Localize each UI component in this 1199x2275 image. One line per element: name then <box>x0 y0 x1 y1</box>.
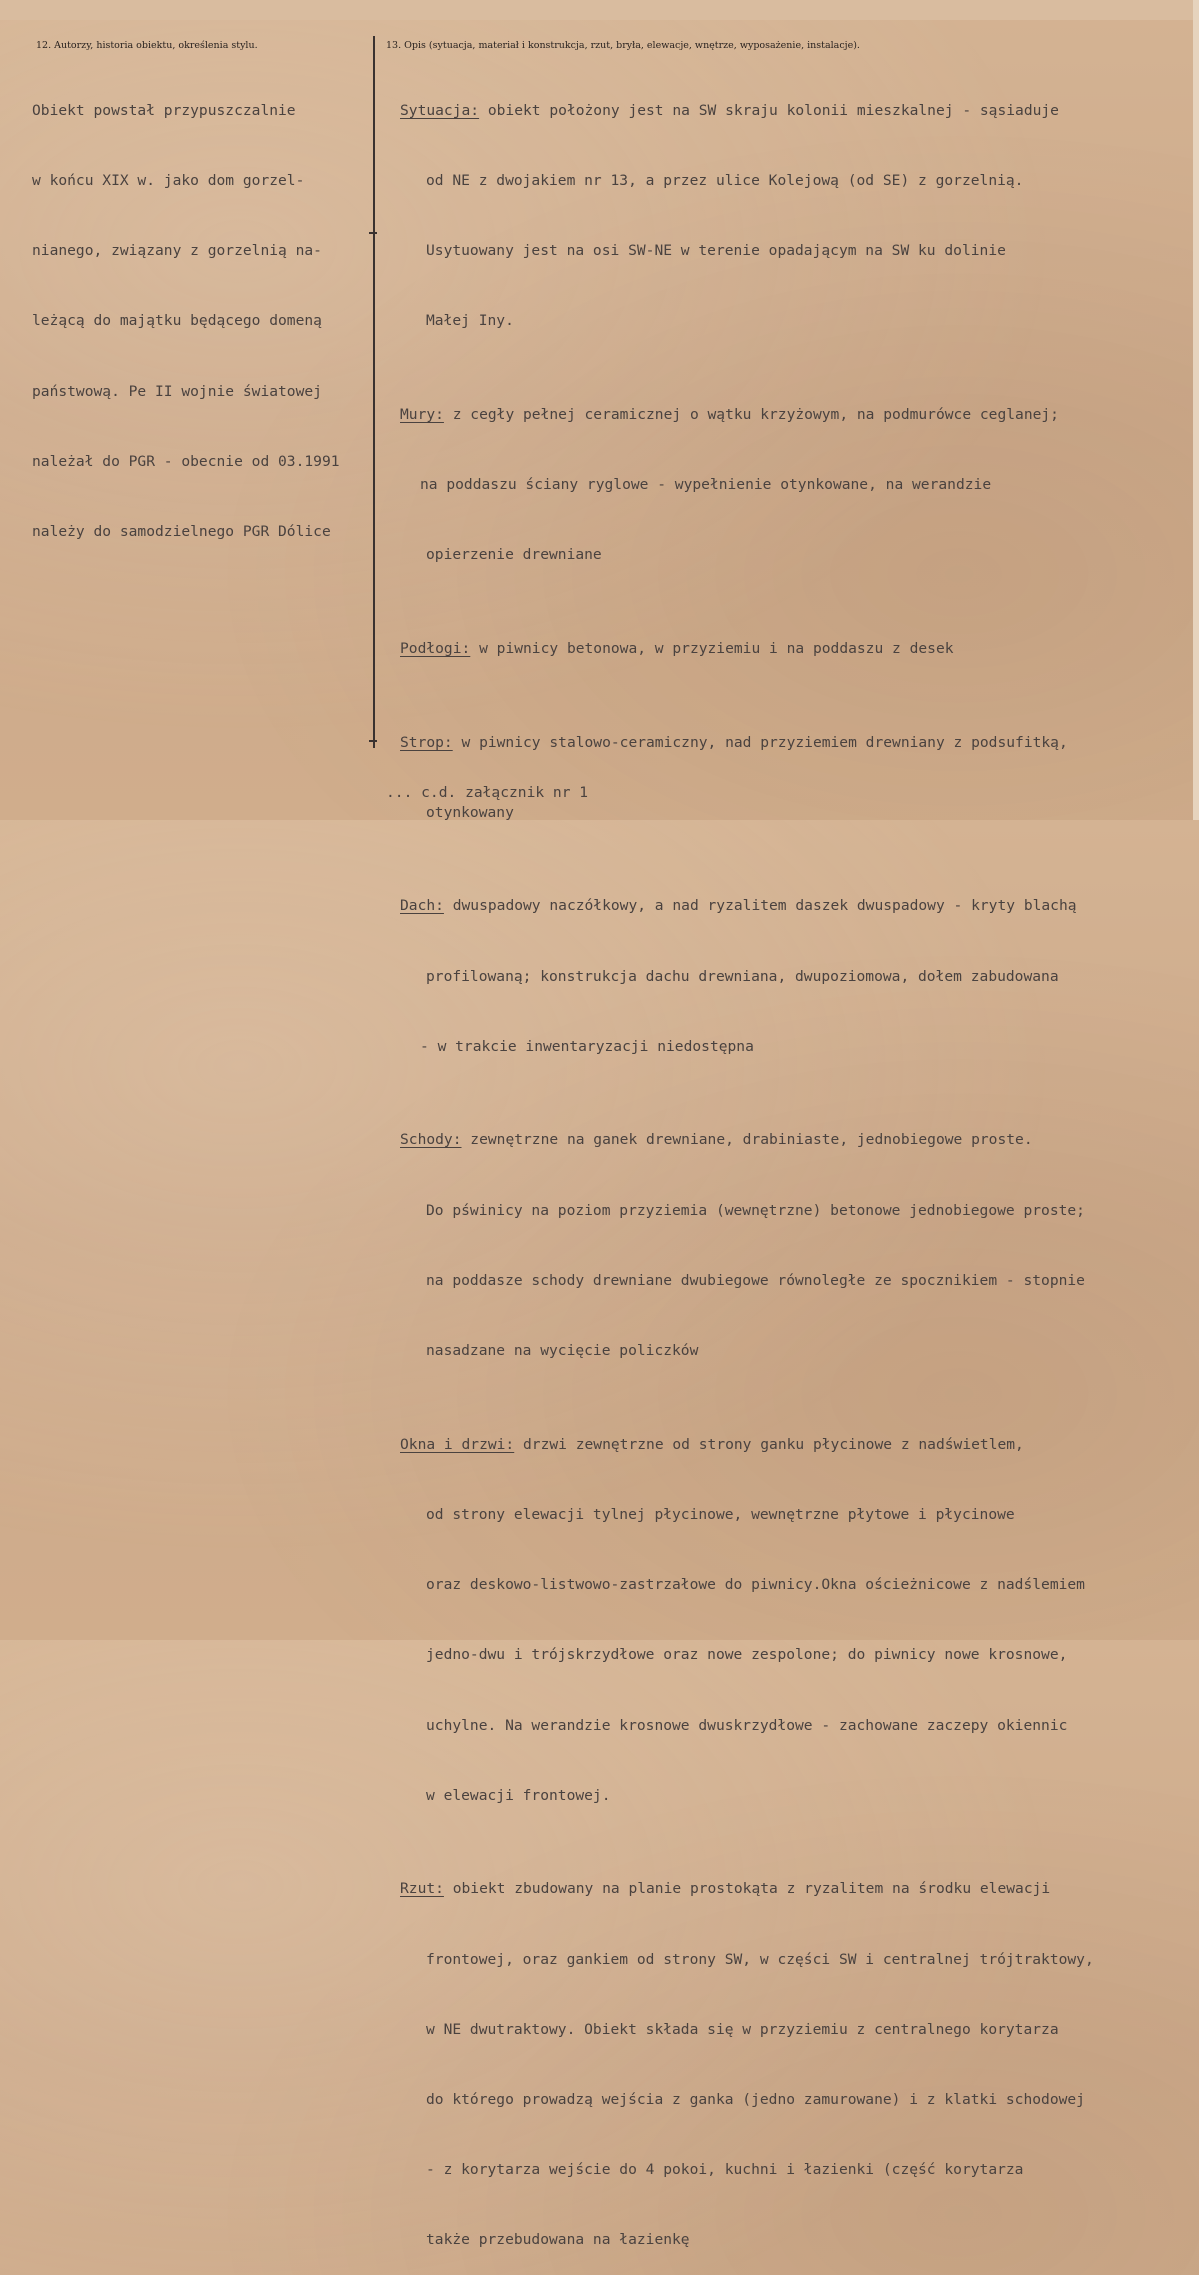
mury-label: Mury: <box>400 406 444 424</box>
okna-line: Okna i drzwi: drzwi zewnętrzne od strony ganku płycinowe z nadświetlem, <box>400 1435 1024 1453</box>
rzut-line: do którego prowadzą wejścia z ganka (jedno zamurowane) i z klatki schodowej <box>426 2090 1085 2108</box>
rzut-line: - z korytarza wejście do 4 pokoi, kuchni i łazienki (część korytarza <box>426 2161 1024 2179</box>
schody-line: Schody: zewnętrzne na ganek drewniane, drabiniaste, jednobiegowe proste. <box>400 1131 1033 1149</box>
rzut-label: Rzut: <box>400 1880 444 1898</box>
divider-tick <box>369 740 377 742</box>
dach-label: Dach: <box>400 897 444 915</box>
okna-line: jedno-dwu i trójskrzydłowe oraz nowe zespolone; do piwnicy nowe krosnowe, <box>426 1646 1068 1664</box>
rzut-line: w NE dwutraktowy. Obiekt składa się w przyziemiu z centralnego korytarza <box>426 2020 1059 2038</box>
history-line: państwową. Pe II wojnie światowej <box>32 382 322 400</box>
okna-line: oraz deskowo-listwowo-zastrzałowe do piwnicy.Okna ościeżnicowe z nadślemiem <box>426 1576 1085 1594</box>
history-line: w końcu XIX w. jako dom gorzel- <box>32 172 305 190</box>
continued-note: ... c.d. załącznik nr 1 <box>386 784 589 801</box>
paper-top-edge <box>0 0 1199 20</box>
sytuacja-line: Usytuowany jest na osi SW-NE w terenie opadającym na SW ku dolinie <box>426 242 1006 260</box>
section-13-header: 13. Opis (sytuacja, materiał i konstrukcja, rzut, bryła, elewacje, wnętrze, wyposażenie, instalacje). <box>386 40 860 51</box>
strop-label: Strop: <box>400 733 453 751</box>
mury-line: na poddaszu ściany ryglowe - wypełnienie otynkowane, na werandzie <box>420 476 992 494</box>
dach-line: Dach: dwuspadowy naczółkowy, a nad ryzalitem daszek dwuspadowy - kryty blachą <box>400 897 1077 915</box>
sytuacja-label: Sytuacja: <box>400 101 480 119</box>
history-line: należał do PGR - obecnie od 03.1991 <box>32 452 340 470</box>
column-divider <box>373 36 375 748</box>
schody-line: na poddasze schody drewniane dwubiegowe równoległe ze spocznikiem - stopnie <box>426 1271 1085 1289</box>
paper-right-edge <box>1193 0 1199 820</box>
podlogi-label: Podłogi: <box>400 640 471 658</box>
dach-line: profilowaną; konstrukcja dachu drewniana, dwupoziomowa, dołem zabudowana <box>426 967 1059 985</box>
mury-line: opierzenie drewniane <box>426 546 602 564</box>
strop-line: Strop: w piwnicy stalowo-ceramiczny, nad przyziemiem drewniany z podsufitką, <box>400 733 1068 751</box>
history-line: leżącą do majątku będącego domeną <box>32 312 322 330</box>
rzut-line: Rzut: obiekt zbudowany na planie prostokąta z ryzalitem na środku elewacji <box>400 1880 1051 1898</box>
okna-line: uchylne. Na werandzie krosnowe dwuskrzydłowe - zachowane zaczepy okiennic <box>426 1716 1068 1734</box>
okna-label: Okna i drzwi: <box>400 1435 515 1453</box>
strop-line: otynkowany <box>426 803 514 821</box>
section-12-body <box>32 52 372 567</box>
okna-line: w elewacji frontowej. <box>426 1786 611 1804</box>
sytuacja-line: od NE z dwojakiem nr 13, a przez ulice Kolejową (od SE) z gorzelnią. <box>426 172 1024 190</box>
podlogi-line: Podłogi: w piwnicy betonowa, w przyziemiu i na poddaszu z desek <box>400 640 954 658</box>
schody-line: Do pświnicy na poziom przyziemia (wewnętrzne) betonowe jednobiegowe proste; <box>426 1201 1085 1219</box>
rzut-line: także przebudowana na łazienkę <box>426 2231 690 2249</box>
rzut-line: frontowej, oraz gankiem od strony SW, w części SW i centralnej trójtraktowy, <box>426 1950 1094 1968</box>
sytuacja-line: Małej Iny. <box>426 312 514 330</box>
history-line: należy do samodzielnego PGR Dólice <box>32 523 331 541</box>
okna-line: od strony elewacji tylnej płycinowe, wewnętrzne płytowe i płycinowe <box>426 1505 1015 1523</box>
schody-label: Schody: <box>400 1131 462 1149</box>
sytuacja-line: Sytuacja: obiekt położony jest na SW skraju kolonii mieszkalnej - sąsiaduje <box>400 101 1059 119</box>
section-12-header: 12. Autorzy, historia obiektu, określenia stylu. <box>36 40 258 51</box>
dach-line: - w trakcie inwentaryzacji niedostępna <box>420 1037 754 1055</box>
mury-line: Mury: z cegły pełnej ceramicznej o wątku krzyżowym, na podmurówce ceglanej; <box>400 406 1059 424</box>
history-line: Obiekt powstał przypuszczalnie <box>32 101 296 119</box>
section-13-body <box>400 52 1190 2275</box>
history-line: nianego, związany z gorzelnią na- <box>32 242 322 260</box>
schody-line: nasadzane na wycięcie policzków <box>426 1342 699 1360</box>
